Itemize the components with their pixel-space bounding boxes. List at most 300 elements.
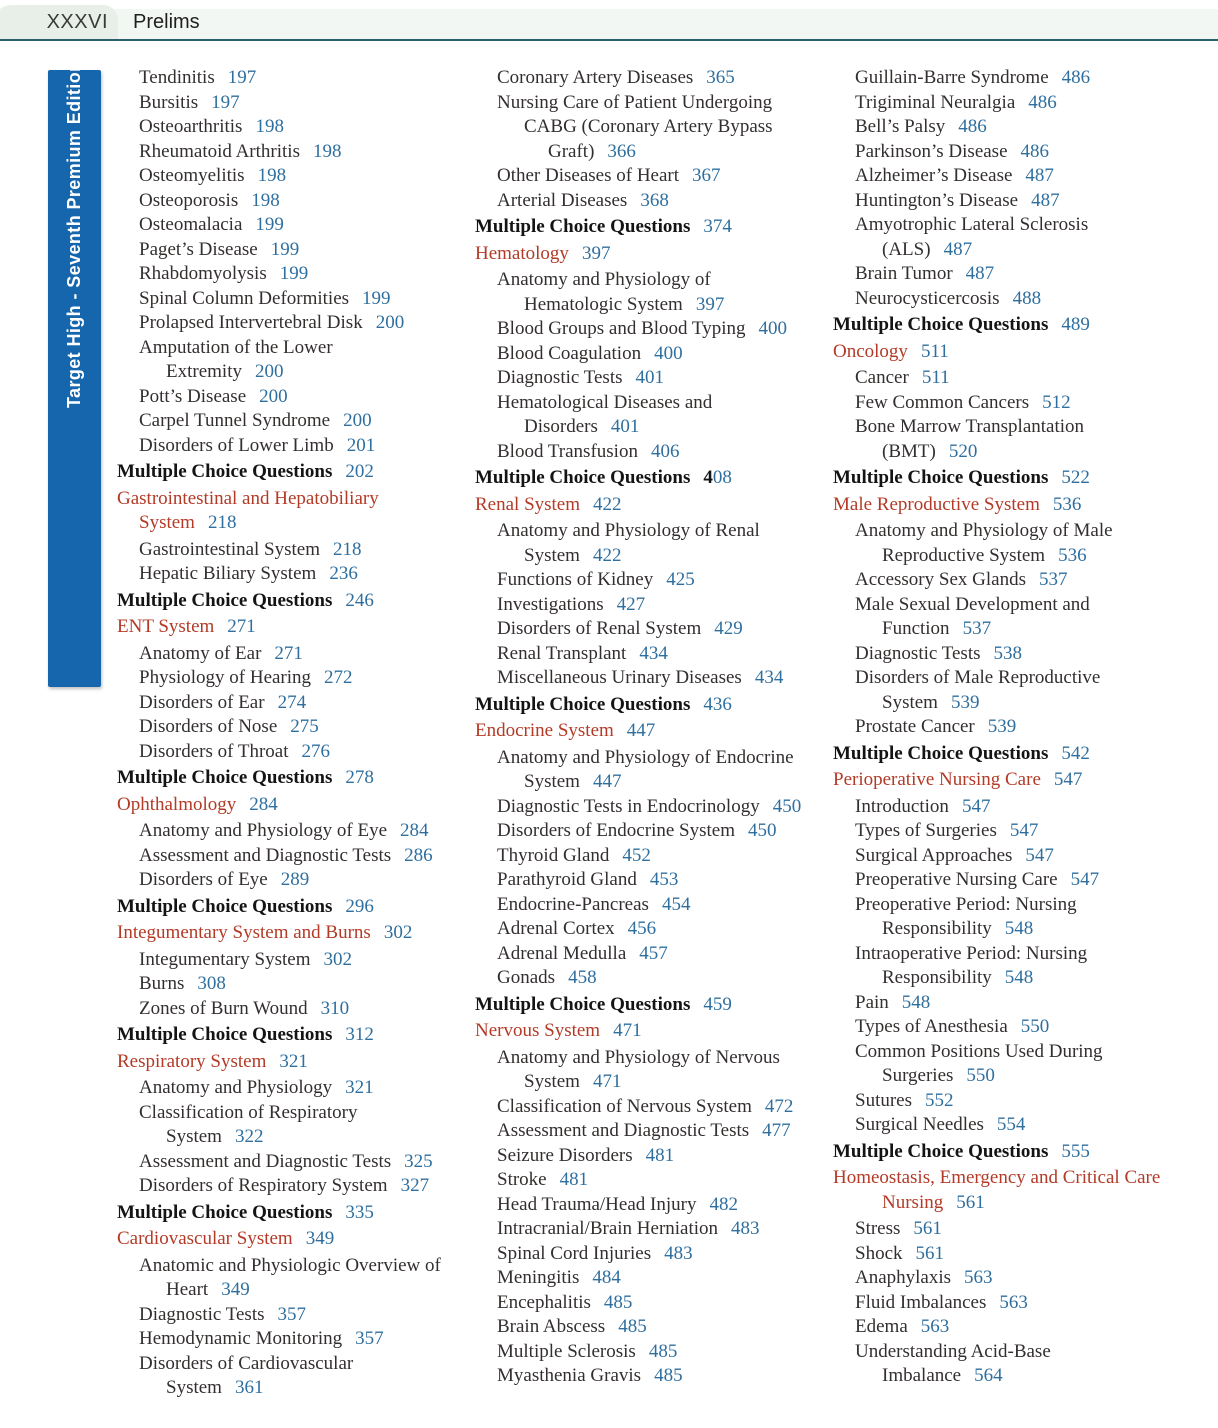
toc-item-text: Disorders of Throat xyxy=(139,740,289,762)
toc-mcq-entry xyxy=(117,589,473,614)
toc-entry xyxy=(475,366,831,391)
toc-entry xyxy=(833,91,1218,116)
toc-page-number: 312 xyxy=(345,1024,374,1045)
toc-page-number: 555 xyxy=(1061,1140,1090,1162)
toc-item-text: Amyotrophic Lateral Sclerosis xyxy=(855,214,1089,235)
toc-page-number: 429 xyxy=(714,618,743,639)
toc-page-number: 397 xyxy=(695,293,725,315)
toc-item-text: Osteomalacia xyxy=(139,214,243,235)
toc-entry xyxy=(475,1291,831,1316)
toc-item-text: Adrenal Cortex xyxy=(497,918,615,939)
toc-page-number: 397 xyxy=(581,242,611,264)
toc-item-text: Prolapsed Intervertebral Disk xyxy=(139,312,363,333)
toc-page-number: 361 xyxy=(234,1377,264,1398)
toc-page-number: 357 xyxy=(355,1328,384,1349)
toc-entry xyxy=(475,164,831,189)
toc-item-text: Multiple Choice Questions xyxy=(475,693,691,715)
toc-column-3 xyxy=(833,66,1218,1389)
toc-entry xyxy=(117,562,473,587)
toc-item-text: Multiple Choice Questions xyxy=(117,1201,333,1223)
toc-page-number: 284 xyxy=(400,820,429,841)
toc-mcq-entry xyxy=(475,215,831,240)
toc-section-heading xyxy=(833,768,1218,793)
toc-item-text: Responsibility xyxy=(882,967,992,988)
toc-page-number: 472 xyxy=(764,1095,794,1117)
toc-mcq-entry xyxy=(833,313,1218,338)
toc-item-text: Hemodynamic Monitoring xyxy=(139,1328,343,1349)
toc-entry xyxy=(117,409,473,434)
toc-item-text: Anatomy and Physiology of Renal xyxy=(497,520,760,541)
toc-page-number: 547 xyxy=(1009,820,1039,841)
toc-entry xyxy=(833,287,1218,312)
toc-item-text: Hematologic System xyxy=(524,293,683,315)
toc-page-number: 487 xyxy=(1025,165,1054,186)
toc-item-text: Function xyxy=(882,618,950,639)
toc-page-number: 547 xyxy=(961,795,991,817)
toc-page-number: 271 xyxy=(274,642,303,664)
toc-item-text: Burns xyxy=(139,973,185,994)
toc-page-number: 408 xyxy=(703,467,732,488)
toc-page-number: 564 xyxy=(974,1365,1003,1386)
toc-section-heading xyxy=(833,340,1218,365)
toc-item-text: Brain Abscess xyxy=(497,1316,606,1337)
toc-item-text: Multiple Choice Questions xyxy=(117,895,333,917)
toc-page-number: 452 xyxy=(622,844,651,866)
toc-entry xyxy=(117,1352,473,1401)
toc-item-text: System xyxy=(524,1071,580,1092)
toc-item-text: Disorders of Lower Limb xyxy=(139,434,334,456)
toc-entry xyxy=(117,1101,473,1150)
toc-item-text: Disorders of Respiratory System xyxy=(139,1175,388,1196)
toc-item-text: Carpel Tunnel Syndrome xyxy=(139,410,331,431)
toc-page-number: 286 xyxy=(404,844,433,866)
toc-entry xyxy=(475,1144,831,1169)
toc-entry xyxy=(117,311,473,336)
toc-entry xyxy=(117,1254,473,1303)
toc-page-number: 512 xyxy=(1042,391,1071,413)
toc-page-number: 563 xyxy=(964,1267,993,1288)
toc-section-heading xyxy=(117,921,473,946)
toc-item-text: Stroke xyxy=(497,1169,547,1190)
toc-entry xyxy=(117,262,473,287)
toc-page-number: 335 xyxy=(345,1201,374,1223)
toc-item-text: Homeostasis, Emergency and Critical Care xyxy=(833,1167,1161,1188)
toc-page-number: 274 xyxy=(277,691,307,713)
toc-page-number: 322 xyxy=(234,1126,264,1147)
toc-page-number: 486 xyxy=(958,116,987,137)
toc-page-number: 450 xyxy=(747,820,777,841)
toc-entry xyxy=(833,366,1218,391)
toc-page-number: 366 xyxy=(607,140,636,162)
toc-item-text: Thyroid Gland xyxy=(497,844,610,866)
toc-page-number: 477 xyxy=(762,1120,791,1141)
toc-item-text: Coronary Artery Diseases xyxy=(497,67,694,88)
toc-page-number: 198 xyxy=(257,165,287,186)
toc-item-text: Anatomy and Physiology of Nervous xyxy=(497,1046,780,1068)
toc-entry xyxy=(475,1046,831,1095)
toc-entry xyxy=(833,1266,1218,1291)
toc-item-text: Disorders of Male Reproductive xyxy=(855,667,1101,688)
toc-item-text: Cancer xyxy=(855,367,909,388)
toc-page-number: 218 xyxy=(333,538,362,560)
toc-page-number: 425 xyxy=(666,569,695,590)
toc-page-number: 453 xyxy=(649,869,679,890)
toc-section-heading xyxy=(475,493,831,518)
toc-item-text: Bell’s Palsy xyxy=(855,116,946,137)
toc-entry xyxy=(475,1242,831,1267)
toc-entry xyxy=(117,287,473,312)
toc-page-number: 561 xyxy=(915,1242,944,1264)
toc-item-text: Assessment and Diagnostic Tests xyxy=(497,1120,750,1141)
toc-page-number: 218 xyxy=(207,512,237,533)
toc-item-text: Disorders of Endocrine System xyxy=(497,820,735,841)
toc-page-number: 486 xyxy=(1020,140,1050,162)
toc-entry xyxy=(833,593,1218,642)
toc-page-number: 349 xyxy=(221,1279,250,1300)
toc-item-text: Multiple Sclerosis xyxy=(497,1340,636,1362)
toc-page-number: 547 xyxy=(1070,869,1100,890)
toc-page-number: 481 xyxy=(645,1144,675,1166)
toc-item-text: System xyxy=(139,512,195,533)
toc-entry xyxy=(833,868,1218,893)
toc-page-number: 374 xyxy=(703,216,732,237)
toc-entry xyxy=(833,715,1218,740)
toc-entry xyxy=(117,1174,473,1199)
toc-item-text: Types of Surgeries xyxy=(855,820,997,841)
toc-page-number: 367 xyxy=(692,165,721,186)
toc-item-text: Surgeries xyxy=(882,1065,954,1086)
toc-page-number: 325 xyxy=(404,1150,433,1172)
toc-page-number: 272 xyxy=(324,667,353,688)
toc-entry xyxy=(475,342,831,367)
toc-item-text: Anatomy and Physiology of Endocrine xyxy=(497,746,794,768)
toc-item-text: Encephalitis xyxy=(497,1291,591,1313)
toc-page-number: 483 xyxy=(731,1218,760,1239)
toc-page-number: 321 xyxy=(279,1050,308,1072)
toc-entry xyxy=(833,1217,1218,1242)
toc-item-text: Guillain-Barre Syndrome xyxy=(855,67,1049,88)
toc-entry xyxy=(475,966,831,991)
toc-entry xyxy=(833,1291,1218,1316)
toc-page-number: 458 xyxy=(568,967,597,988)
toc-item-text: Multiple Choice Questions xyxy=(833,314,1049,335)
toc-page-number: 486 xyxy=(1061,67,1091,88)
toc-page-number: 520 xyxy=(948,440,978,462)
toc-item-text: Multiple Choice Questions xyxy=(117,461,333,482)
toc-page-number: 561 xyxy=(913,1218,942,1239)
toc-entry xyxy=(475,1315,831,1340)
toc-entry xyxy=(117,1076,473,1101)
toc-entry xyxy=(117,819,473,844)
toc-entry xyxy=(117,844,473,869)
toc-entry xyxy=(475,642,831,667)
toc-entry xyxy=(117,642,473,667)
toc-page-number: 522 xyxy=(1061,467,1090,488)
toc-page-number: 275 xyxy=(290,716,319,737)
toc-entry xyxy=(475,942,831,967)
toc-page-number: 550 xyxy=(966,1065,995,1086)
toc-page-number: 199 xyxy=(279,263,309,284)
toc-page-number: 357 xyxy=(277,1303,307,1325)
toc-item-text: Diagnostic Tests xyxy=(139,1303,265,1325)
toc-item-text: Hepatic Biliary System xyxy=(139,563,317,584)
toc-entry xyxy=(117,740,473,765)
toc-item-text: Brain Tumor xyxy=(855,263,953,284)
toc-entry xyxy=(475,1217,831,1242)
toc-item-text: Gastrointestinal System xyxy=(139,538,321,560)
toc-entry xyxy=(833,140,1218,165)
toc-page-number: 447 xyxy=(626,720,656,741)
toc-page-number: 548 xyxy=(901,991,931,1013)
toc-entry xyxy=(117,189,473,214)
toc-entry xyxy=(833,262,1218,287)
toc-item-text: Osteomyelitis xyxy=(139,165,245,186)
toc-item-text: Integumentary System and Burns xyxy=(117,922,371,943)
toc-item-text: Functions of Kidney xyxy=(497,569,654,590)
toc-page-number: 542 xyxy=(1061,742,1090,764)
toc-entry xyxy=(475,819,831,844)
toc-entry xyxy=(117,385,473,410)
toc-item-text: Preoperative Nursing Care xyxy=(855,869,1058,890)
toc-item-text: Head Trauma/Head Injury xyxy=(497,1193,697,1215)
toc-entry xyxy=(475,1119,831,1144)
toc-item-text: Huntington’s Disease xyxy=(855,189,1019,211)
toc-item-text: Disorders of Eye xyxy=(139,869,268,890)
toc-page-number: 457 xyxy=(639,942,668,964)
toc-item-text: Intraoperative Period: Nursing xyxy=(855,942,1088,964)
toc-item-text: Miscellaneous Urinary Diseases xyxy=(497,667,742,688)
toc-entry xyxy=(475,391,831,440)
toc-entry xyxy=(117,948,473,973)
toc-entry xyxy=(833,568,1218,593)
toc-page-number: 539 xyxy=(987,716,1017,737)
toc-entry xyxy=(475,268,831,317)
toc-item-text: Investigations xyxy=(497,593,604,615)
toc-entry xyxy=(117,336,473,385)
toc-item-text: Multiple Choice Questions xyxy=(117,767,333,788)
toc-page-number: 198 xyxy=(312,140,342,162)
toc-item-text: Other Diseases of Heart xyxy=(497,165,680,186)
toc-item-text: Imbalance xyxy=(882,1365,962,1386)
toc-page-number: 422 xyxy=(592,544,622,566)
toc-item-text: Assessment and Diagnostic Tests xyxy=(139,1150,392,1172)
toc-item-text: Extremity xyxy=(166,361,242,382)
toc-entry xyxy=(833,795,1218,820)
toc-entry xyxy=(833,415,1218,464)
toc-item-text: Prostate Cancer xyxy=(855,716,975,737)
toc-item-text: Spinal Cord Injuries xyxy=(497,1242,652,1264)
toc-page-number: 276 xyxy=(301,740,331,762)
toc-page-number: 199 xyxy=(362,287,391,309)
toc-page-number: 401 xyxy=(610,416,640,437)
toc-page-number: 488 xyxy=(1012,287,1042,309)
toc-section-heading xyxy=(475,1019,831,1044)
toc-item-text: Disorders of Cardiovascular xyxy=(139,1352,354,1374)
toc-item-text: Multiple Choice Questions xyxy=(475,993,691,1015)
toc-page-number: 487 xyxy=(1031,189,1060,211)
toc-page-number: 246 xyxy=(345,589,374,611)
toc-item-text: Stress xyxy=(855,1218,901,1239)
toc-entry xyxy=(117,115,473,140)
toc-entry xyxy=(475,746,831,795)
toc-mcq-entry xyxy=(117,1201,473,1226)
toc-item-text: Pott’s Disease xyxy=(139,385,247,407)
toc-item-text: Common Positions Used During xyxy=(855,1040,1103,1062)
toc-item-text: Multiple Choice Questions xyxy=(117,1024,333,1045)
toc-entry xyxy=(833,844,1218,869)
toc-item-text: System xyxy=(166,1126,222,1147)
toc-page-number: 482 xyxy=(709,1193,738,1215)
toc-page-number: 436 xyxy=(703,693,732,715)
toc-entry xyxy=(475,519,831,568)
toc-item-text: Nervous System xyxy=(475,1020,601,1041)
toc-item-text: Preoperative Period: Nursing xyxy=(855,893,1077,915)
toc-page-number: 200 xyxy=(375,312,405,333)
toc-entry xyxy=(117,1327,473,1352)
toc-item-text: Blood Transfusion xyxy=(497,440,638,462)
toc-item-text: Introduction xyxy=(855,795,949,817)
toc-column-1 xyxy=(117,66,473,1401)
toc-item-text: Tendinitis xyxy=(139,67,215,88)
toc-page-number: 537 xyxy=(1038,569,1068,590)
toc-entry xyxy=(475,1168,831,1193)
toc-entry xyxy=(833,642,1218,667)
toc-entry xyxy=(833,1089,1218,1114)
toc-mcq-entry xyxy=(475,993,831,1018)
toc-page-number: 459 xyxy=(703,993,732,1015)
toc-entry xyxy=(117,434,473,459)
toc-item-text: Shock xyxy=(855,1242,903,1264)
toc-page-number: 471 xyxy=(592,1071,622,1092)
toc-item-text: System xyxy=(524,544,580,566)
toc-item-text: Parkinson’s Disease xyxy=(855,140,1008,162)
toc-entry xyxy=(833,1113,1218,1138)
toc-item-text: Assessment and Diagnostic Tests xyxy=(139,844,392,866)
toc-page-number: 406 xyxy=(650,440,680,462)
toc-item-text: Trigiminal Neuralgia xyxy=(855,91,1016,113)
toc-entry xyxy=(833,1015,1218,1040)
toc-page-number: 536 xyxy=(1058,544,1087,566)
toc-item-text: Osteoarthritis xyxy=(139,116,243,137)
toc-item-text: Edema xyxy=(855,1316,908,1337)
toc-item-text: Meningitis xyxy=(497,1267,580,1288)
toc-entry xyxy=(117,1303,473,1328)
toc-page-number: 236 xyxy=(329,563,358,584)
toc-entry xyxy=(117,213,473,238)
toc-mcq-entry xyxy=(833,1140,1218,1165)
toc-entry xyxy=(833,66,1218,91)
toc-item-text: Intracranial/Brain Herniation xyxy=(497,1218,719,1239)
toc-entry xyxy=(475,91,831,165)
toc-entry xyxy=(475,593,831,618)
toc-item-text: Male Reproductive System xyxy=(833,493,1040,515)
toc-entry xyxy=(475,440,831,465)
toc-item-text: Nursing xyxy=(882,1191,944,1213)
toc-mcq-entry xyxy=(833,466,1218,491)
toc-page-number: 284 xyxy=(249,793,278,815)
toc-entry xyxy=(475,1266,831,1291)
toc-item-text: Amputation of the Lower xyxy=(139,336,333,358)
toc-entry xyxy=(475,868,831,893)
toc-mcq-entry xyxy=(833,742,1218,767)
toc-item-text: CABG (Coronary Artery Bypass xyxy=(524,116,773,137)
toc-entry xyxy=(117,66,473,91)
toc-item-text: Neurocysticercosis xyxy=(855,287,1000,309)
toc-item-text: Seizure Disorders xyxy=(497,1144,633,1166)
page-title: Prelims xyxy=(133,11,200,33)
toc-item-text: Zones of Burn Wound xyxy=(139,997,308,1019)
toc-page-number: 484 xyxy=(592,1267,621,1288)
toc-item-text: Understanding Acid-Base xyxy=(855,1340,1051,1362)
toc-page-number: 547 xyxy=(1025,844,1054,866)
toc-page-number: 550 xyxy=(1020,1016,1050,1037)
toc-entry xyxy=(833,1242,1218,1267)
toc-entry xyxy=(117,997,473,1022)
toc-item-text: Arterial Diseases xyxy=(497,189,628,211)
toc-item-text: Multiple Choice Questions xyxy=(475,216,691,237)
toc-item-text: System xyxy=(524,771,580,792)
toc-page-number: 563 xyxy=(920,1316,950,1337)
toc-page-number: 487 xyxy=(943,238,973,260)
toc-page-number: 197 xyxy=(211,91,240,113)
toc-item-text: Disorders of Ear xyxy=(139,691,265,713)
toc-page-number: 308 xyxy=(197,973,226,994)
toc-item-text: Disorders of Nose xyxy=(139,716,278,737)
toc-item-text: Endocrine-Pancreas xyxy=(497,893,649,915)
toc-item-text: Renal Transplant xyxy=(497,642,627,664)
toc-page-number: 200 xyxy=(254,361,284,382)
toc-entry xyxy=(117,868,473,893)
toc-item-text: Anatomy of Ear xyxy=(139,642,262,664)
toc-page-number: 536 xyxy=(1052,493,1082,515)
toc-page-number: 310 xyxy=(320,997,350,1019)
toc-page-number: 487 xyxy=(965,263,995,284)
toc-item-text: Hematology xyxy=(475,242,569,264)
toc-page-number: 537 xyxy=(962,618,992,639)
header-rule xyxy=(0,39,1218,41)
toc-page-number: 554 xyxy=(996,1114,1026,1135)
toc-entry xyxy=(475,844,831,869)
toc-section-heading xyxy=(117,487,473,536)
toc-page-number: 447 xyxy=(592,771,622,792)
toc-item-text: Bone Marrow Transplantation xyxy=(855,416,1085,437)
toc-item-text: Bursitis xyxy=(139,91,199,113)
toc-mcq-entry xyxy=(475,693,831,718)
toc-item-text: Oncology xyxy=(833,340,908,362)
toc-item-text: Multiple Choice Questions xyxy=(117,589,333,611)
edition-banner xyxy=(48,60,101,687)
toc-item-text: Rhabdomyolysis xyxy=(139,263,267,284)
toc-item-text: Parathyroid Gland xyxy=(497,869,637,890)
toc-page-number: 471 xyxy=(613,1020,642,1041)
toc-section-heading xyxy=(475,242,831,267)
toc-item-text: Gastrointestinal and Hepatobiliary xyxy=(117,487,379,509)
toc-page-number: 349 xyxy=(305,1228,335,1249)
toc-item-text: Heart xyxy=(166,1279,209,1300)
toc-page-number: 489 xyxy=(1061,314,1090,335)
toc-entry xyxy=(475,893,831,918)
toc-mcq-entry xyxy=(117,895,473,920)
folio-page-number: XXXVI xyxy=(46,11,108,33)
toc-entry xyxy=(117,666,473,691)
toc-entry xyxy=(117,1150,473,1175)
toc-item-text: Physiology of Hearing xyxy=(139,667,312,688)
toc-item-text: Multiple Choice Questions xyxy=(833,742,1049,764)
toc-entry xyxy=(833,213,1218,262)
toc-item-text: Rheumatoid Arthritis xyxy=(139,140,300,162)
toc-item-text: Integumentary System xyxy=(139,948,311,970)
toc-page-number: 434 xyxy=(754,667,784,688)
